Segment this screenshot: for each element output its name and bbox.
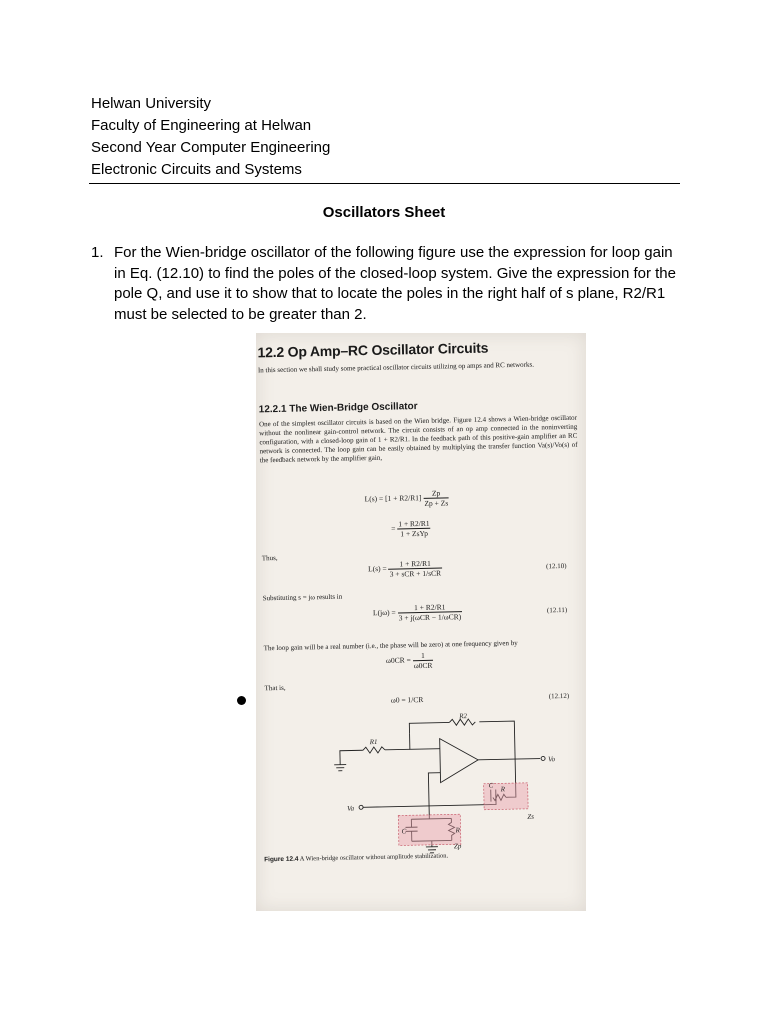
scan-eq6: ω0 = 1/CR — [390, 694, 424, 705]
eq1-lhs: L(s) = [1 + R2/R1] — [364, 493, 422, 504]
eq2-num: 1 + R2/R1 — [398, 518, 430, 529]
scan-eq1 — [364, 488, 449, 509]
label-zs: Zs — [527, 812, 535, 821]
scan-subsection-title: 12.2.1 The Wien-Bridge Oscillator — [258, 401, 418, 416]
scan-thus: Thus, — [261, 554, 278, 563]
label-r-parallel: R — [455, 826, 460, 835]
figure-caption — [264, 852, 448, 863]
scan-eq3 — [368, 559, 442, 580]
scan-substituting: Substituting s = jω results in — [262, 592, 343, 603]
header-block — [91, 93, 330, 181]
scan-section-title: 12.2 Op Amp–RC Oscillator Circuits — [257, 339, 489, 361]
scan-eq4 — [373, 602, 462, 623]
scan-intro: In this section we shall study some practical oscillator circuits utilizing op amps and RC networks. — [257, 360, 534, 375]
eq3-den: 3 + sCR + 1/sCR — [389, 568, 442, 579]
label-c-parallel: C — [401, 827, 407, 836]
scan-eq5 — [386, 651, 434, 671]
eq2-den: 1 + ZsYp — [400, 528, 429, 539]
scan-eq4-number: (12.11) — [546, 605, 568, 615]
scan-body: One of the simplest oscillator circuits is based on the Wien bridge. Figure 12.4 shows a Wien-bridge oscillator without the nonlinear gain-control network. The circuit consists of an op amp connected in the noninverting configuration, with a closed-loop gain of 1 + R2/R1. In the feedback path of this positive-gain amplifier an RC network is connected. The loop gain can be easily obtained by multiplying the transfer function Va(s)/Vo(s) of the feedback network by the amplifier gain, — [258, 413, 578, 465]
header-rule — [89, 183, 680, 184]
question-text: For the Wien-bridge oscillator of the following figure use the expression for loop gain in Eq. (12.10) to find the poles of the closed-loop system. Give the expression for the pole Q, and use it to show that to locate the poles in the right half of s plane, R2/R1 must be selected to be greater than 2. — [114, 244, 676, 323]
eq3-lhs: L(s) = — [367, 563, 387, 574]
scan-realtext: The loop gain will be a real number (i.e., the phase will be zero) at one frequency given by — [263, 638, 518, 653]
scan-eq2: = $\frac{1 + R2/R1}{\text{1 + ZsYp}}$ — [391, 518, 430, 539]
sheet-title: Oscillators Sheet — [322, 204, 446, 221]
caption-figure-number: Figure 12.4 — [264, 855, 299, 864]
label-zp: Zp — [453, 842, 462, 851]
label-r2: R2 — [459, 712, 468, 721]
eq5-lhs: ω0CR = — [385, 655, 411, 665]
eq3-num: 1 + R2/R1 — [388, 559, 442, 570]
question-number: 1. — [91, 244, 104, 261]
year-department: Second Year Computer Engineering — [91, 139, 331, 156]
label-vo: Vo — [548, 755, 556, 764]
eq4-lhs: L(jω) = — [372, 607, 396, 618]
scan-thatis: That is, — [264, 683, 286, 693]
faculty-name: Faculty of Engineering at Helwan — [91, 117, 312, 134]
label-r1: R1 — [369, 737, 378, 747]
eq4-num: 1 + R2/R1 — [397, 602, 462, 613]
wien-bridge-circuit — [299, 708, 582, 859]
scan-eq6-number: (12.12) — [548, 691, 570, 701]
course-name: Electronic Circuits and Systems — [91, 161, 302, 178]
caption-text: A Wien-bridge oscillator without amplitude stabilization. — [299, 852, 449, 863]
bullet-marker — [237, 696, 246, 705]
label-va: Va — [347, 804, 355, 813]
scan-eq3-number: (12.10) — [545, 561, 567, 571]
eq4-den: 3 + j(ωCR − 1/ωCR) — [398, 612, 462, 623]
university-name: Helwan University — [91, 95, 212, 112]
eq1-den: Zp + Zs — [424, 498, 449, 508]
eq1-num: Zp — [423, 488, 449, 499]
scanned-textbook-page — [256, 333, 586, 911]
question-1 — [91, 243, 681, 325]
label-c-series: C — [488, 781, 494, 790]
label-r-series: R — [500, 785, 506, 794]
eq5-num: 1 — [412, 651, 433, 661]
eq5-den: ω0CR — [413, 660, 433, 671]
